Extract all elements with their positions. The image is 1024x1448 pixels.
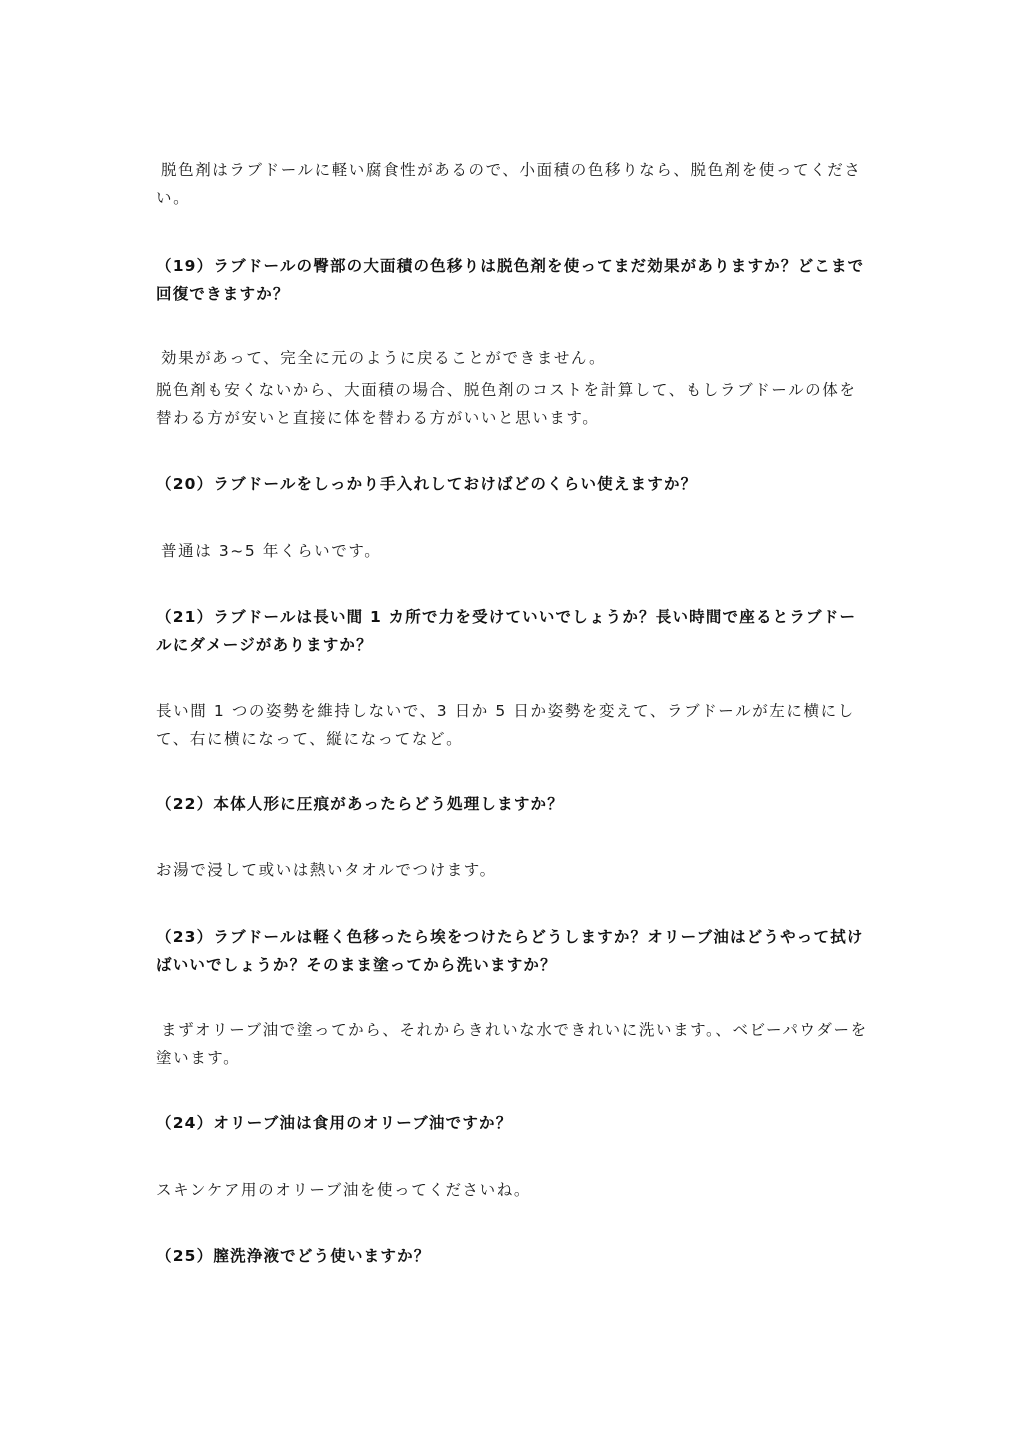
answer-paragraph: まずオリーブ油で塗ってから、それからきれいな水できれいに洗います。、ベビーパウダーを塗います。 [156, 1021, 868, 1067]
question-22-heading: （22）本体人形に圧痕があったらどう処理しますか？ [156, 795, 564, 813]
question-24-heading: （24）オリーブ油は食用のオリーブ油ですか？ [156, 1114, 513, 1132]
question-25-heading: （25）膣洗浄液でどう使いますか？ [156, 1247, 431, 1265]
answer-paragraph: 効果があって、完全に元のように戻ることができません。 [161, 349, 607, 367]
answer-paragraph: 普通は 3~5 年くらいです。 [161, 542, 382, 560]
question-19-heading: （19）ラブドールの臀部の大面積の色移りは脱色剤を使ってまだ効果がありますか？どこまで回復できますか？ [156, 257, 865, 303]
question-20-heading: （20）ラブドールをしっかり手入れしておけばどのくらい使えますか？ [156, 475, 698, 493]
answer-paragraph: 長い間 1 つの姿勢を維持しないで、3 日か 5 日か姿勢を変えて、ラブドールが左に横にして、右に横になって、縦になってなど。 [156, 702, 855, 748]
answer-paragraph: 脱色剤も安くないから、大面積の場合、脱色剤のコストを計算して、もしラブドールの体を替わる方が安いと直接に体を替わる方がいいと思います。 [156, 381, 857, 427]
answer-paragraph: お湯で浸して或いは熱いタオルでつけます。 [156, 861, 497, 879]
answer-paragraph: 脱色剤はラブドールに軽い腐食性があるので、小面積の色移りなら、脱色剤を使ってください。 [156, 161, 862, 207]
answer-paragraph: スキンケア用のオリーブ油を使ってくださいね。 [156, 1181, 531, 1199]
question-21-heading: （21）ラブドールは長い間 1 カ所で力を受けていいでしょうか？長い時間で座るとラブドールにダメージがありますか？ [156, 608, 857, 654]
question-23-heading: （23）ラブドールは軽く色移ったら埃をつけたらどうしますか？オリーブ油はどうやって拭けばいいでしょうか？そのまま塗ってから洗いますか？ [156, 928, 864, 974]
